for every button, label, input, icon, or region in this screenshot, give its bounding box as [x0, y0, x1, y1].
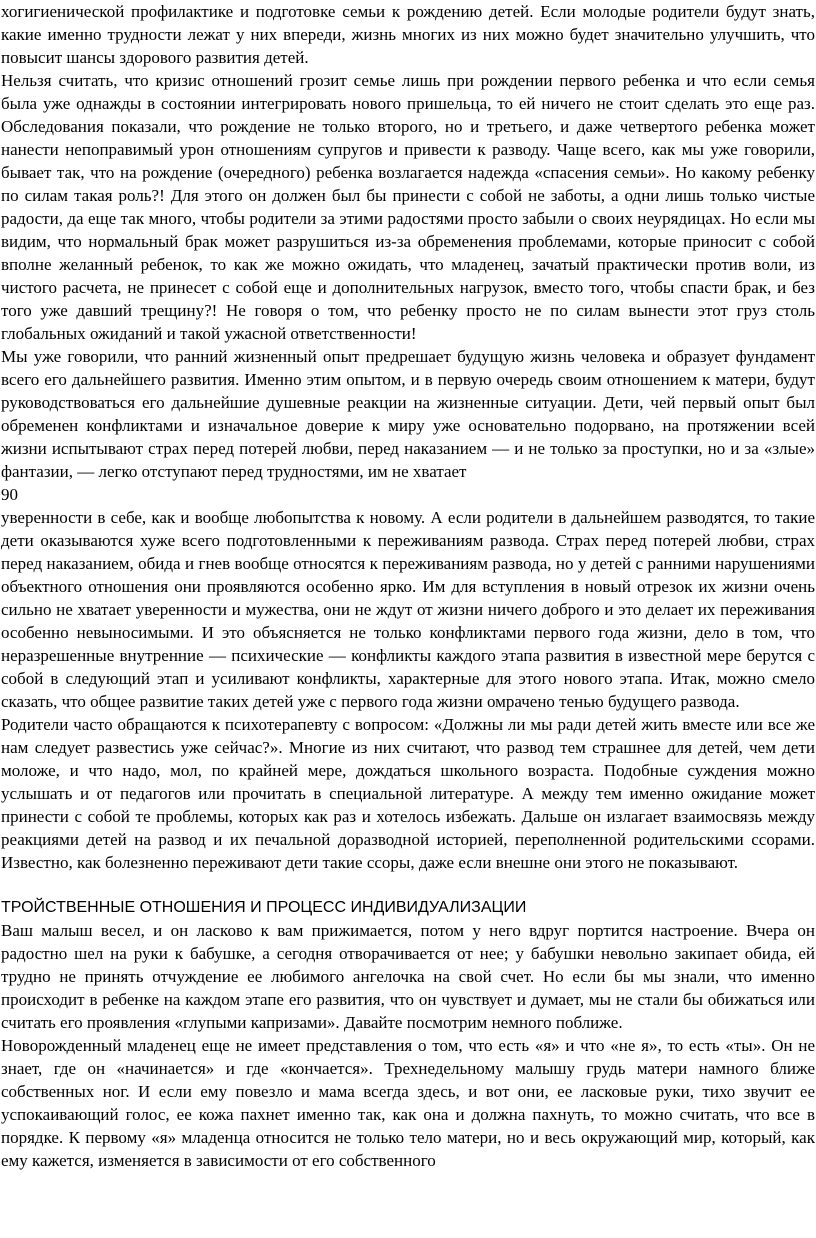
section-heading: ТРОЙСТВЕННЫЕ ОТНОШЕНИЯ И ПРОЦЕСС ИНДИВИДУАЛИЗАЦИИ [1, 899, 527, 916]
page-number: 90 [1, 485, 18, 504]
paragraph-self-confidence: уверенности в себе, как и вообще любопытства к новому. А если родители в дальнейшем разводятся, то такие дети оказываются хуже всего подготовленными к переживаниям развода. Страх перед потерей любви, страх перед наказанием, обида и гнев вообще относятся к переживаниям развода, но у детей с ранними нарушениями объектного отношения они проявляются особенно ярко. Им для вступления в новый отрезок их жизни очень сильно не хватает уверенности и мужества, они не ждут от жизни ничего доброго и это делает их переживания особенно невыносимыми. И это объясняется не только конфликтами первого года жизни, дело в том, что неразрешенные внутренние — психические — конфликты каждого этапа развития в известной мере берутся с собой в следующий этап и усиливают конфликты, характерные для этого нового этапа. Итак, можно смело сказать, что общее развитие таких детей уже с первого года жизни омрачено тенью будущего развода. [1, 508, 815, 711]
paragraph-prophylaxis: хогигиенической профилактике и подготовке семьи к рождению детей. Если молодые родители будут знать, какие именно трудности лежат у них впереди, жизнь многих из них можно будет значительно улучшить, что повысит шансы здорового развития детей. [1, 2, 815, 67]
paragraph-parents-question: Родители часто обращаются к психотерапевту с вопросом: «Должны ли мы ради детей жить вместе или все же нам следует развестись уже сейчас?». Многие из них считают, что развод тем страшнее для детей, чем дети моложе, и что надо, мол, по крайней мере, дождаться школьного возраста. Подобные суждения можно услышать и от педагогов или прочитать в специальной литературе. А между тем именно ожидание может принести с собой те проблемы, которых как раз и хотелось избежать. Дальше он излагает взаимосвязь между реакциями детей на развод и их печальной доразводной историей, переполненной родительскими ссорами. Известно, как болезненно переживают дети такие ссоры, даже если внешне они этого не показывают. [1, 715, 815, 872]
paragraph-newborn: Новорожденный младенец еще не имеет представления о том, что есть «я» и что «не я», то есть «ты». Он не знает, где он «начинается» и где «кончается». Трехнедельному малышу грудь матери намного ближе собственных ног. И если ему повезло и мама всегда здесь, и вот они, ее ласковые руки, тихо звучит ее успокаивающий голос, ее кожа пахнет именно так, как она и должна пахнуть, то можно считать, что все в порядке. К первому «я» младенца относится не только тело матери, но и весь окружающий мир, который, как ему кажется, изменяется в зависимости от его собственного [1, 1036, 815, 1170]
paragraph-early-experience: Мы уже говорили, что ранний жизненный опыт предрешает будущую жизнь человека и образует фундамент всего его дальнейшего развития. Именно этим опытом, и в первую очередь своим отношением к матери, будут руководствоваться его дальнейшие душевные реакции на жизненные ситуации. Дети, чей первый опыт был обременен конфликтами и изначальное доверие к миру уже основательно подорвано, на протяжении всей жизни испытывают страх перед потерей любви, перед наказанием — и не только за проступки, но и за «злые» фантазии, — легко отступают перед трудностями, им не хватает [1, 347, 815, 481]
paragraph-relationship-crisis: Нельзя считать, что кризис отношений грозит семье лишь при рождении первого ребенка и что если семья была уже однажды в состоянии интегрировать нового пришельца, то ей ничего не стоит сделать это еще раз. Обследования показали, что рождение не только второго, но и третьего, и даже четвертого ребенка может нанести непоправимый урон отношениям супругов и привести к разводу. Чаще всего, как мы уже говорили, бывает так, что на рождение (очередного) ребенка возлагается надежда «спасения семьи». Но какому ребенку по силам такая роль?! Для этого он должен был бы принести с собой не заботы, а одни лишь только чистые радости, да еще так много, чтобы родители за этими радостями просто забыли о своих неурядицах. Но если мы видим, что нормальный брак может разрушиться из-за обременения проблемами, которые приносит с собой вполне желанный ребенок, то как же можно ожидать, что младенец, зачатый практически против воли, из чистого расчета, не принесет с собой еще и дополнительных нагрузок, вместо того, чтобы спасти брак, и без того уже давший трещину?! Не говоря о том, что ребенку просто не по силам вынести этот груз столь глобальных ожиданий и такой ужасной ответственности! [1, 71, 815, 343]
paragraph-baby-mood: Ваш малыш весел, и он ласково к вам прижимается, потом у него вдруг портится настроение. Вчера он радостно шел на руки к бабушке, а сегодня отворачивается от нее; у бабушки невольно закипает обида, ей трудно не принять отчуждение ее любимого ангелочка на свой счет. Но если бы мы знали, что именно происходит в ребенке на каждом этапе его развития, что он чувствует и думает, мы не стали бы обижаться или считать его проявления «глупыми капризами». Давайте посмотрим немного поближе. [1, 921, 815, 1032]
